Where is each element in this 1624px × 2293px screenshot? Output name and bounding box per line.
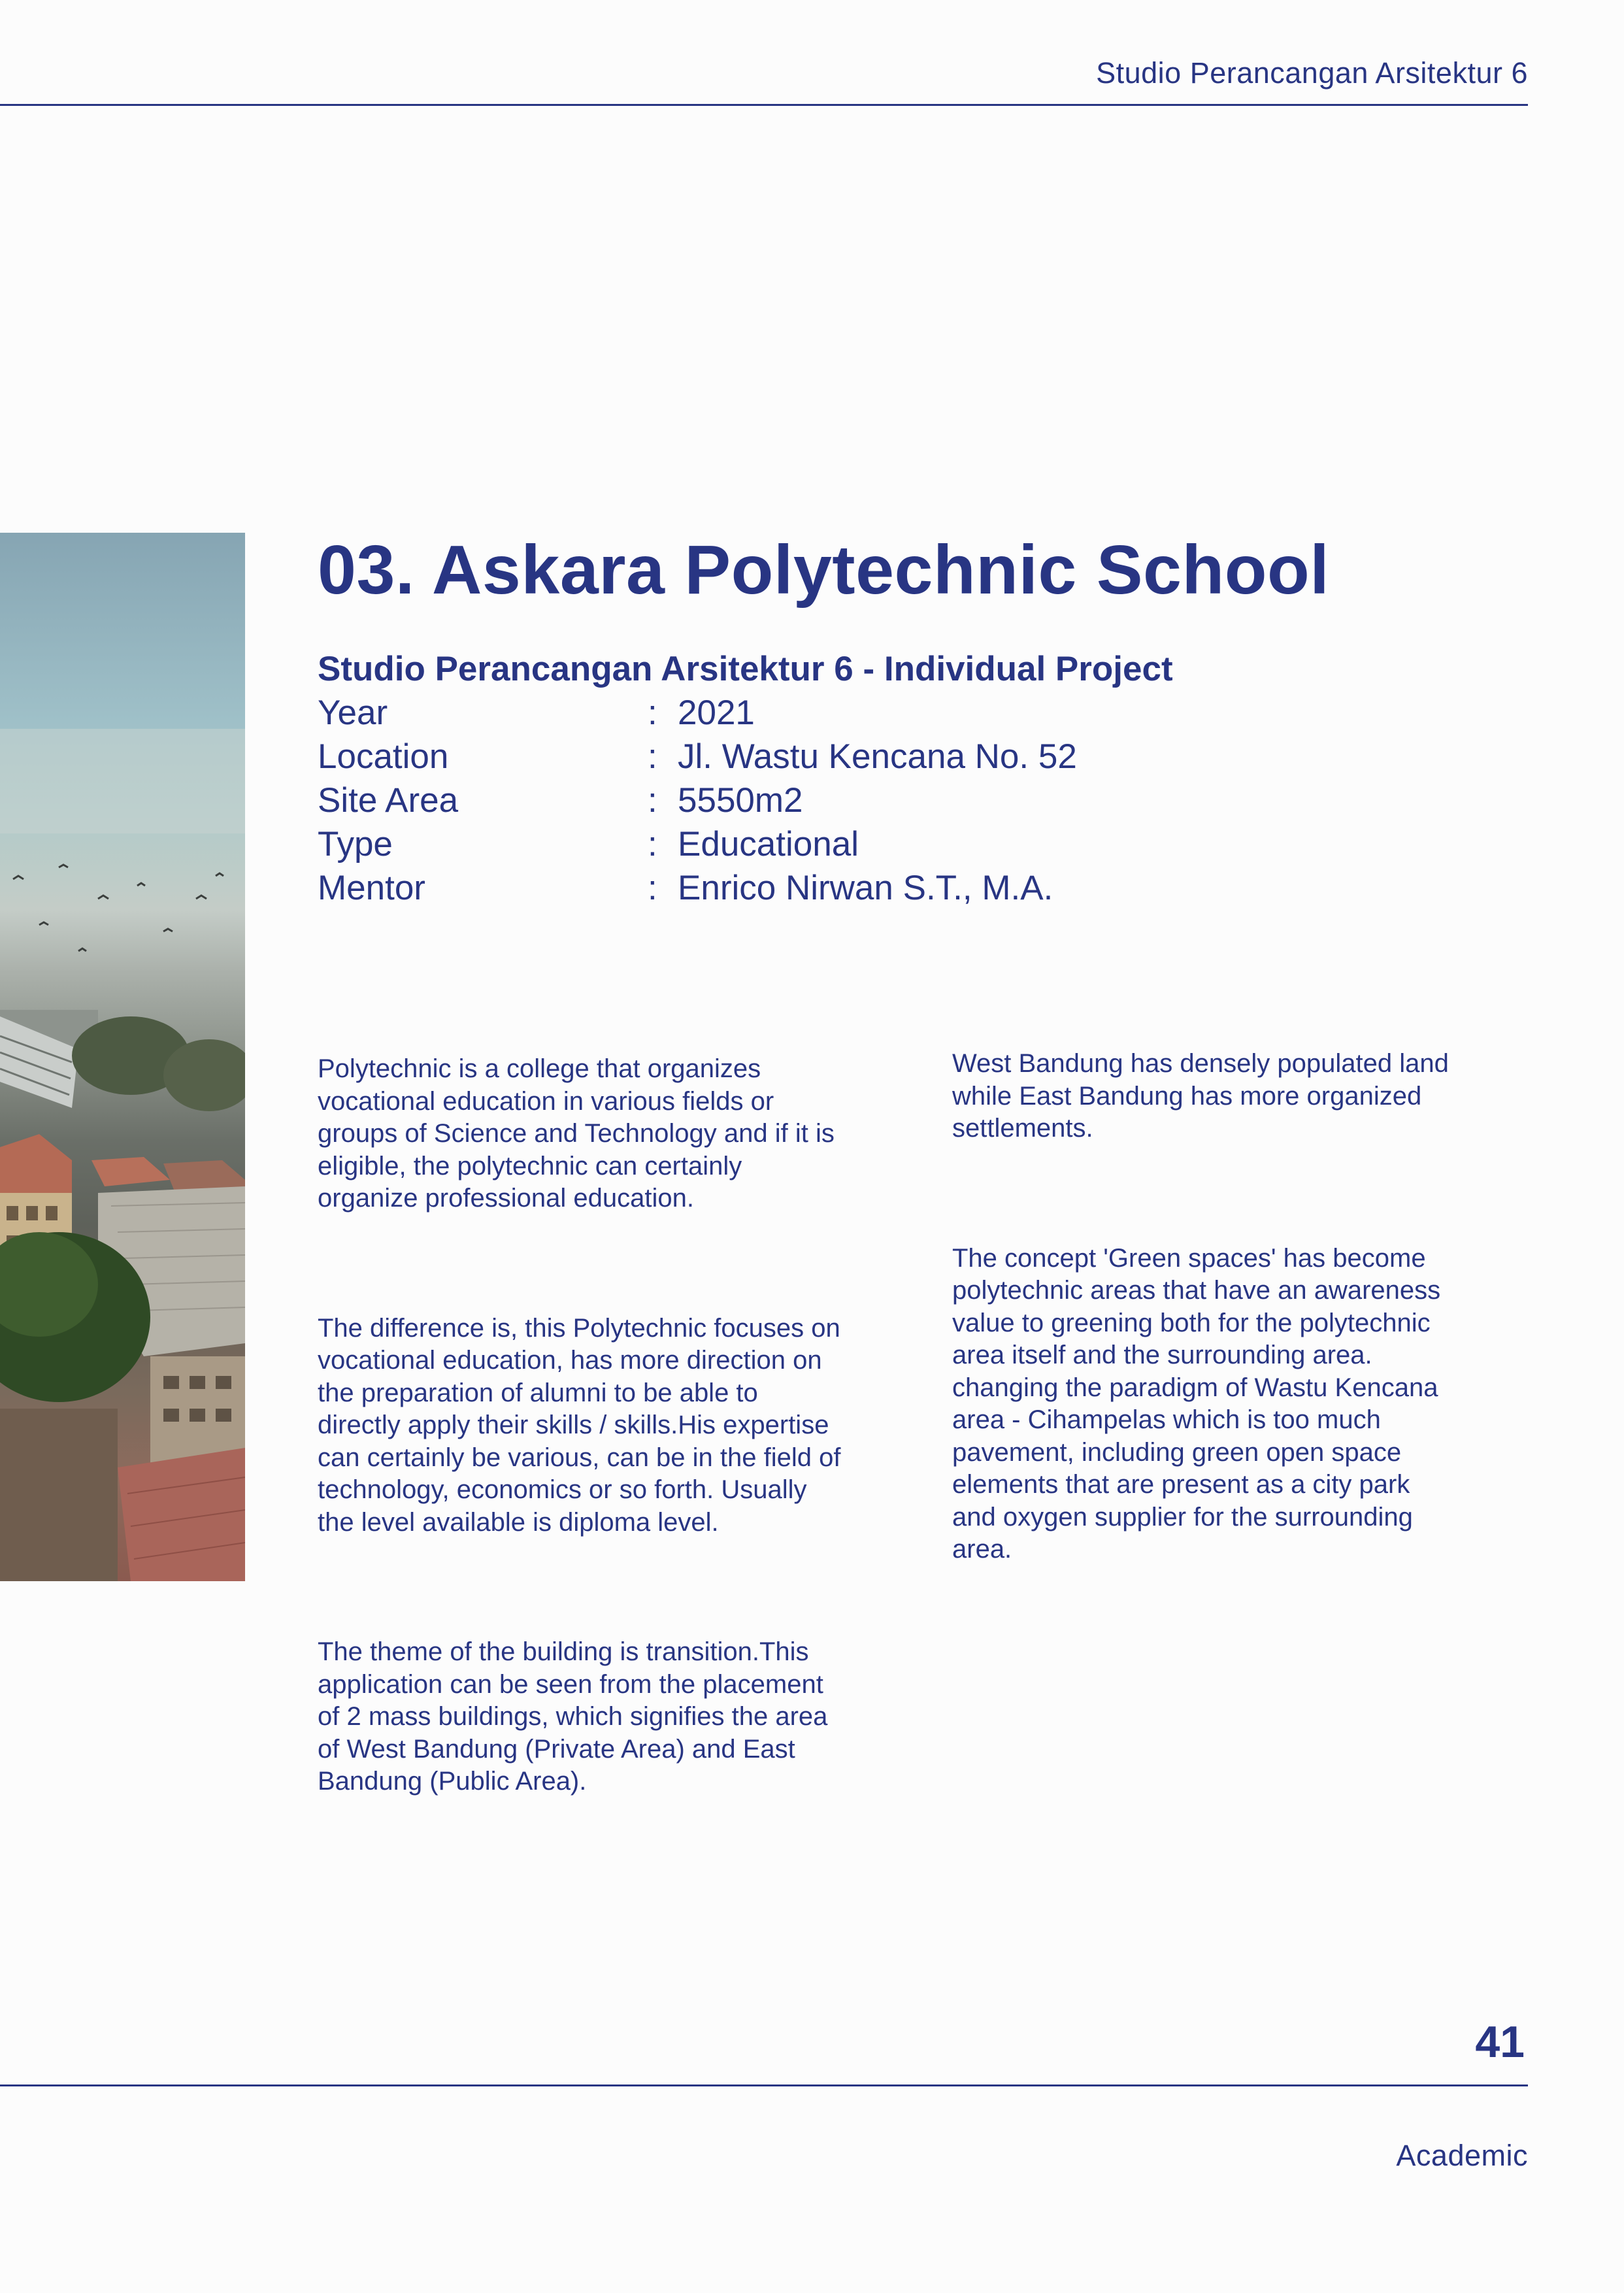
- body-column-right: [952, 983, 1527, 1631]
- info-colon: :: [648, 825, 657, 863]
- project-title: 03. Askara Polytechnic School: [318, 531, 1330, 609]
- project-info-table: [318, 691, 1077, 910]
- info-key: Year: [318, 694, 388, 732]
- project-subtitle: Studio Perancangan Arsitektur 6 - Individual Project: [318, 650, 1173, 688]
- info-colon: :: [648, 869, 657, 907]
- paragraph: The theme of the building is transition.This application can be seen from the placement of 2 mass buildings, which signifies the area of West Bandung (Private Area) and East Bandung (Public Area).: [318, 1637, 828, 1796]
- paragraph: West Bandung has densely populated land while East Bandung has more organized settlements.: [952, 1049, 1449, 1143]
- info-row-year: [318, 691, 1077, 735]
- info-value: Jl. Wastu Kencana No. 52: [678, 737, 1077, 776]
- paragraph: The concept 'Green spaces' has become polytechnic areas that have an awareness value to greening both for the polytechnic area itself and the surrounding area. changing the paradigm of Wastu Kencana area - Cihampelas which is too much pavement, including green open space elements that are present as a city park and oxygen supplier for the surrounding area.: [952, 1243, 1441, 1564]
- info-row-site-area: [318, 778, 1077, 822]
- info-value: 5550m2: [678, 781, 803, 820]
- info-value: 2021: [678, 694, 755, 732]
- info-value: Enrico Nirwan S.T., M.A.: [678, 869, 1053, 907]
- info-key: Location: [318, 737, 449, 776]
- section-label: Academic: [1396, 2139, 1528, 2172]
- info-value: Educational: [678, 825, 859, 863]
- project-render-image: [0, 533, 245, 1581]
- info-row-mentor: [318, 866, 1077, 910]
- footer-divider: [0, 2084, 1528, 2086]
- info-colon: :: [648, 694, 657, 732]
- info-colon: :: [648, 781, 657, 820]
- body-column-left: [318, 988, 919, 1863]
- paragraph: Polytechnic is a college that organizes vocational education in various fields or groups of Science and Technology and if it is eligible, the polytechnic can certainly organize professional education.: [318, 1054, 835, 1213]
- paragraph: The difference is, this Polytechnic focuses on vocational education, has more direction on the preparation of alumni to be able to directly apply their skills / skills.His expertise can certainly be various, can be in the field of technology, economics or so forth. Usually the level available is diploma level.: [318, 1313, 841, 1537]
- info-key: Mentor: [318, 869, 425, 907]
- info-key: Type: [318, 825, 393, 863]
- info-row-type: [318, 822, 1077, 866]
- running-header: Studio Perancangan Arsitektur 6: [1096, 56, 1528, 90]
- info-colon: :: [648, 737, 657, 776]
- page-number: 41: [1475, 2017, 1525, 2067]
- info-row-location: [318, 735, 1077, 778]
- header-divider: [0, 104, 1528, 106]
- info-key: Site Area: [318, 781, 459, 820]
